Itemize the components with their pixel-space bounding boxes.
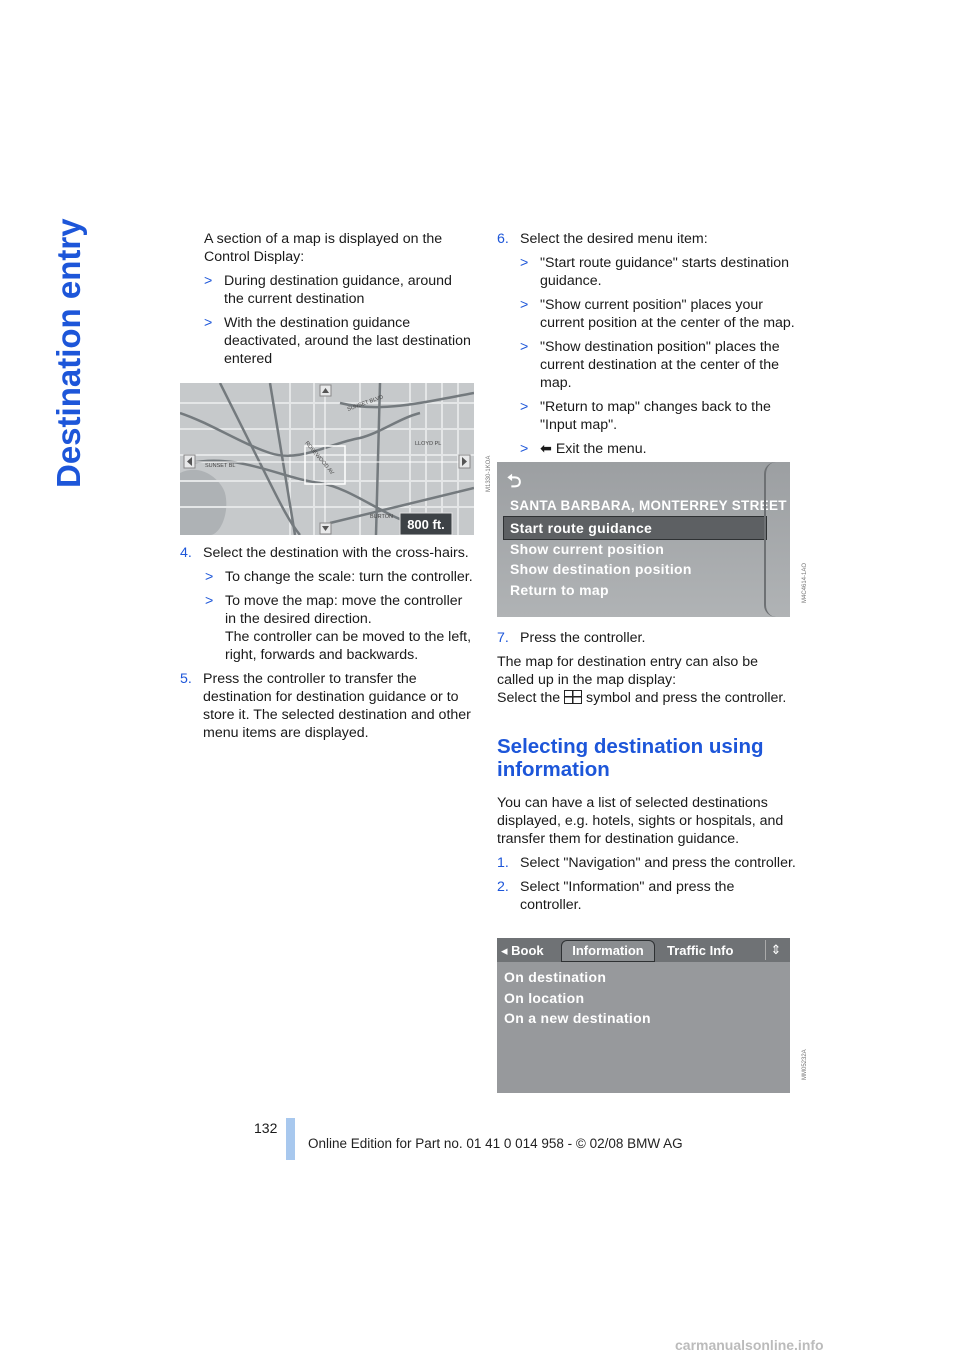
image-code: MM05232A [802, 1049, 808, 1080]
map-symbol-icon [564, 690, 582, 704]
route-menu-screenshot [497, 462, 790, 617]
tab-book: ◂ Book [501, 943, 544, 958]
menu-item: Show current position [510, 541, 665, 557]
tab-information: Information [561, 940, 655, 962]
svg-text:ROSEWOOD AV: ROSEWOOD AV [303, 440, 335, 477]
list-item: > ⬅ Exit the menu. [520, 441, 647, 457]
image-code: M1330-1KOA [486, 455, 492, 492]
info-menu-screenshot [497, 938, 790, 1093]
list-item: > "Show current position" places your current position at the center of the map. [520, 297, 795, 331]
list-item: > To change the scale: turn the controller. [205, 569, 473, 585]
side-title: Destination entry [50, 218, 87, 488]
step-item: 5. Press the controller to transfer the destination for destination guidance or to store it. The selected destination and other menu items are displayed. [180, 671, 471, 741]
paragraph: You can have a list of selected destinations displayed, e.g. hotels, sights or hospitals, and transfer them for destination guidance. [497, 795, 784, 847]
menu-item: On a new destination [504, 1010, 651, 1026]
paragraph: Select the symbol and press the controller. [497, 690, 787, 706]
menu-item: Start route guidance [510, 520, 653, 536]
footer-text: Online Edition for Part no. 01 41 0 014 958 - © 02/08 BMW AG [308, 1136, 683, 1151]
right-column-top [497, 230, 797, 464]
menu-back-icon: ⮌ [507, 471, 522, 491]
step-item: 7. Press the controller. [497, 630, 646, 646]
image-code: M4C4614-1AO [802, 562, 808, 603]
list-item: > To move the map: move the controller in the desired direction. The controller can be moved to the left, right, forwards and backwards. [205, 593, 472, 663]
list-item: > With the destination guidance deactivated, around the last destination entered [204, 315, 471, 367]
svg-text:LLOYD PL: LLOYD PL [415, 441, 442, 447]
list-item: > During destination guidance, around the current destination [204, 273, 452, 307]
menu-item: Return to map [510, 582, 609, 598]
svg-text:BURTON: BURTON [370, 514, 394, 520]
footer-bar [286, 1118, 295, 1160]
svg-text:SUNSET BLVD: SUNSET BLVD [346, 394, 385, 413]
watermark: carmanualsonline.info [675, 1337, 824, 1353]
left-column-steps [180, 544, 476, 748]
right-column-bottom [497, 629, 797, 920]
menu-item: Show destination position [510, 561, 692, 577]
step-item: 2. Select "Information" and press the controller. [497, 879, 735, 913]
list-item: > "Show destination position" places the current destination at the center of the map. [520, 339, 780, 391]
list-item: > "Return to map" changes back to the "Input map". [520, 399, 771, 433]
svg-text:SUNSET BL: SUNSET BL [205, 463, 236, 469]
menu-item: On location [504, 990, 585, 1006]
intro-paragraph: A section of a map is displayed on the Control Display: [204, 231, 443, 265]
step-item: 4. Select the destination with the cross-hairs. [180, 545, 469, 561]
tab-traffic-info: Traffic Info [667, 943, 734, 958]
menu-item: On destination [504, 969, 607, 985]
paragraph: The map for destination entry can also be called up in the map display: [497, 654, 759, 688]
step-item: 1. Select "Navigation" and press the controller. [497, 855, 796, 871]
back-arrow-icon: ⬅ [540, 441, 552, 457]
step-item: 6. Select the desired menu item: [497, 231, 708, 247]
left-column [204, 230, 474, 374]
map-graphic [180, 383, 474, 535]
section-heading: Selecting destination using information [497, 735, 764, 781]
page-number: 132 [254, 1120, 278, 1136]
map-scale-label: 800 ft. [407, 517, 445, 532]
menu-title: SANTA BARBARA, MONTERREY STREET [510, 498, 787, 513]
scroll-arrows-icon: ⇕ [765, 940, 786, 960]
list-item: > "Start route guidance" starts destination guidance. [520, 255, 790, 289]
map-screenshot [180, 383, 474, 535]
